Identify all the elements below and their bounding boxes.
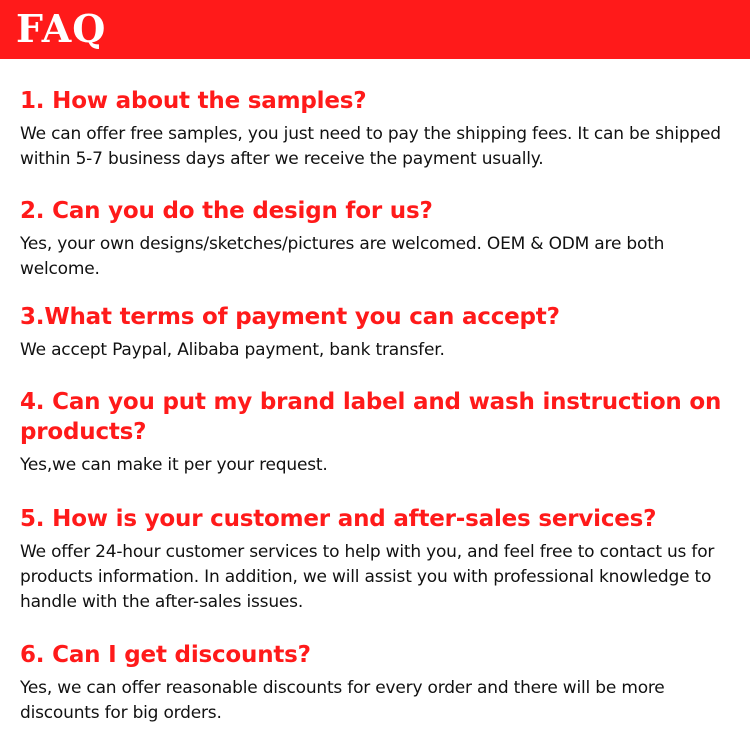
faq-question: 1. How about the samples? (20, 88, 367, 114)
faq-item (20, 640, 736, 726)
faq-item (20, 387, 736, 478)
faq-question: 3.What terms of payment you can accept? (20, 304, 560, 330)
faq-item (20, 86, 736, 172)
faq-title: FAQ (16, 6, 107, 51)
faq-question: 4. Can you put my brand label and wash instruction on products? (20, 389, 722, 445)
faq-answer: Yes, your own designs/sketches/pictures are welcomed. OEM & ODM are both welcome. (20, 234, 665, 279)
faq-item (20, 504, 736, 615)
faq-item (20, 302, 736, 363)
faq-answer: We can offer free samples, you just need to pay the shipping fees. It can be shipped within 5-7 business days after we receive the payment usually. (20, 124, 721, 169)
faq-answer: Yes,we can make it per your request. (20, 455, 328, 475)
faq-answer: We accept Paypal, Alibaba payment, bank transfer. (20, 340, 445, 360)
faq-item (20, 196, 736, 282)
faq-answer: Yes, we can offer reasonable discounts for every order and there will be more discounts for big orders. (20, 678, 665, 723)
faq-header-banner (0, 0, 750, 59)
faq-question: 5. How is your customer and after-sales services? (20, 506, 657, 532)
faq-question: 2. Can you do the design for us? (20, 198, 433, 224)
faq-question: 6. Can I get discounts? (20, 642, 311, 668)
faq-answer: We offer 24-hour customer services to help with you, and feel free to contact us for products information. In addition, we will assist you with professional knowledge to handle with the after-sales issues. (20, 542, 715, 612)
